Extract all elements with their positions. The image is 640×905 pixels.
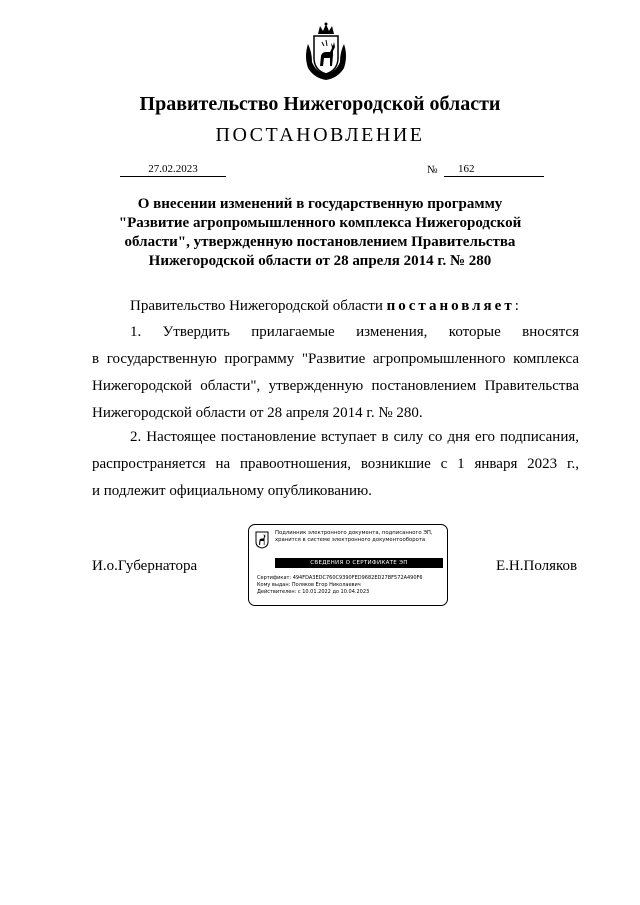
- stamp-certificate: Сертификат: 494FDA3EDC760C9390FED9682ED27BF572A490F6: [257, 575, 423, 581]
- item1-line: Нижегородской области", утвержденную постановлением Правительства: [92, 378, 579, 394]
- deer-emblem-icon: [255, 531, 269, 549]
- stamp-issued-to: Кому выдан: Поляков Егор Николаевич: [257, 582, 361, 588]
- preamble-text: Правительство Нижегородской области: [130, 298, 387, 314]
- item2-line: 2. Настоящее постановление вступает в силу со дня его подписания,: [130, 429, 579, 445]
- subject-line: Нижегородской области от 28 апреля 2014 г. № 280: [148, 253, 492, 269]
- document-date: 27.02.2023: [120, 163, 226, 177]
- document-number: 162: [444, 163, 544, 177]
- item1-line: 1. Утвердить прилагаемые изменения, которые вносятся: [130, 324, 579, 340]
- stamp-validity: Действителен: с 10.01.2022 до 10.04.2023: [257, 589, 370, 595]
- subject-line: области", утвержденную постановлением Правительства: [124, 234, 516, 250]
- item2-line: и подлежит официальному опубликованию.: [92, 483, 372, 499]
- preamble-decree-word: постановляет: [386, 298, 515, 314]
- coat-of-arms-emblem: [302, 22, 350, 82]
- subject-line: О внесении изменений в государственную программу: [137, 196, 503, 212]
- number-label: №: [427, 164, 438, 176]
- electronic-signature-stamp: [248, 524, 448, 606]
- signer-name: Е.Н.Поляков: [496, 558, 578, 574]
- signer-position: И.о.Губернатора: [92, 558, 198, 574]
- stamp-details: [257, 575, 423, 596]
- stamp-title: СВЕДЕНИЯ О СЕРТИФИКАТЕ ЭП: [275, 558, 443, 568]
- item1-line: в государственную программу "Развитие агропромышленного комплекса: [92, 351, 579, 367]
- government-title: Правительство Нижегородской области: [139, 93, 501, 115]
- stamp-header-line: Подлинник электронного документа, подписанного ЭП,: [275, 530, 433, 536]
- item1-line: Нижегородской области от 28 апреля 2014 г. № 280.: [92, 405, 423, 421]
- stamp-header: [275, 530, 445, 544]
- document-type: ПОСТАНОВЛЕНИЕ: [215, 124, 425, 146]
- document-subject: [100, 195, 540, 271]
- item2-line: распространяется на правоотношения, возникшие с 1 января 2023 г.,: [92, 456, 579, 472]
- subject-line: "Развитие агропромышленного комплекса Нижегородской: [118, 215, 522, 231]
- stamp-header-line: хранится в системе электронного документооборота: [275, 537, 426, 543]
- preamble-colon: :: [514, 298, 519, 314]
